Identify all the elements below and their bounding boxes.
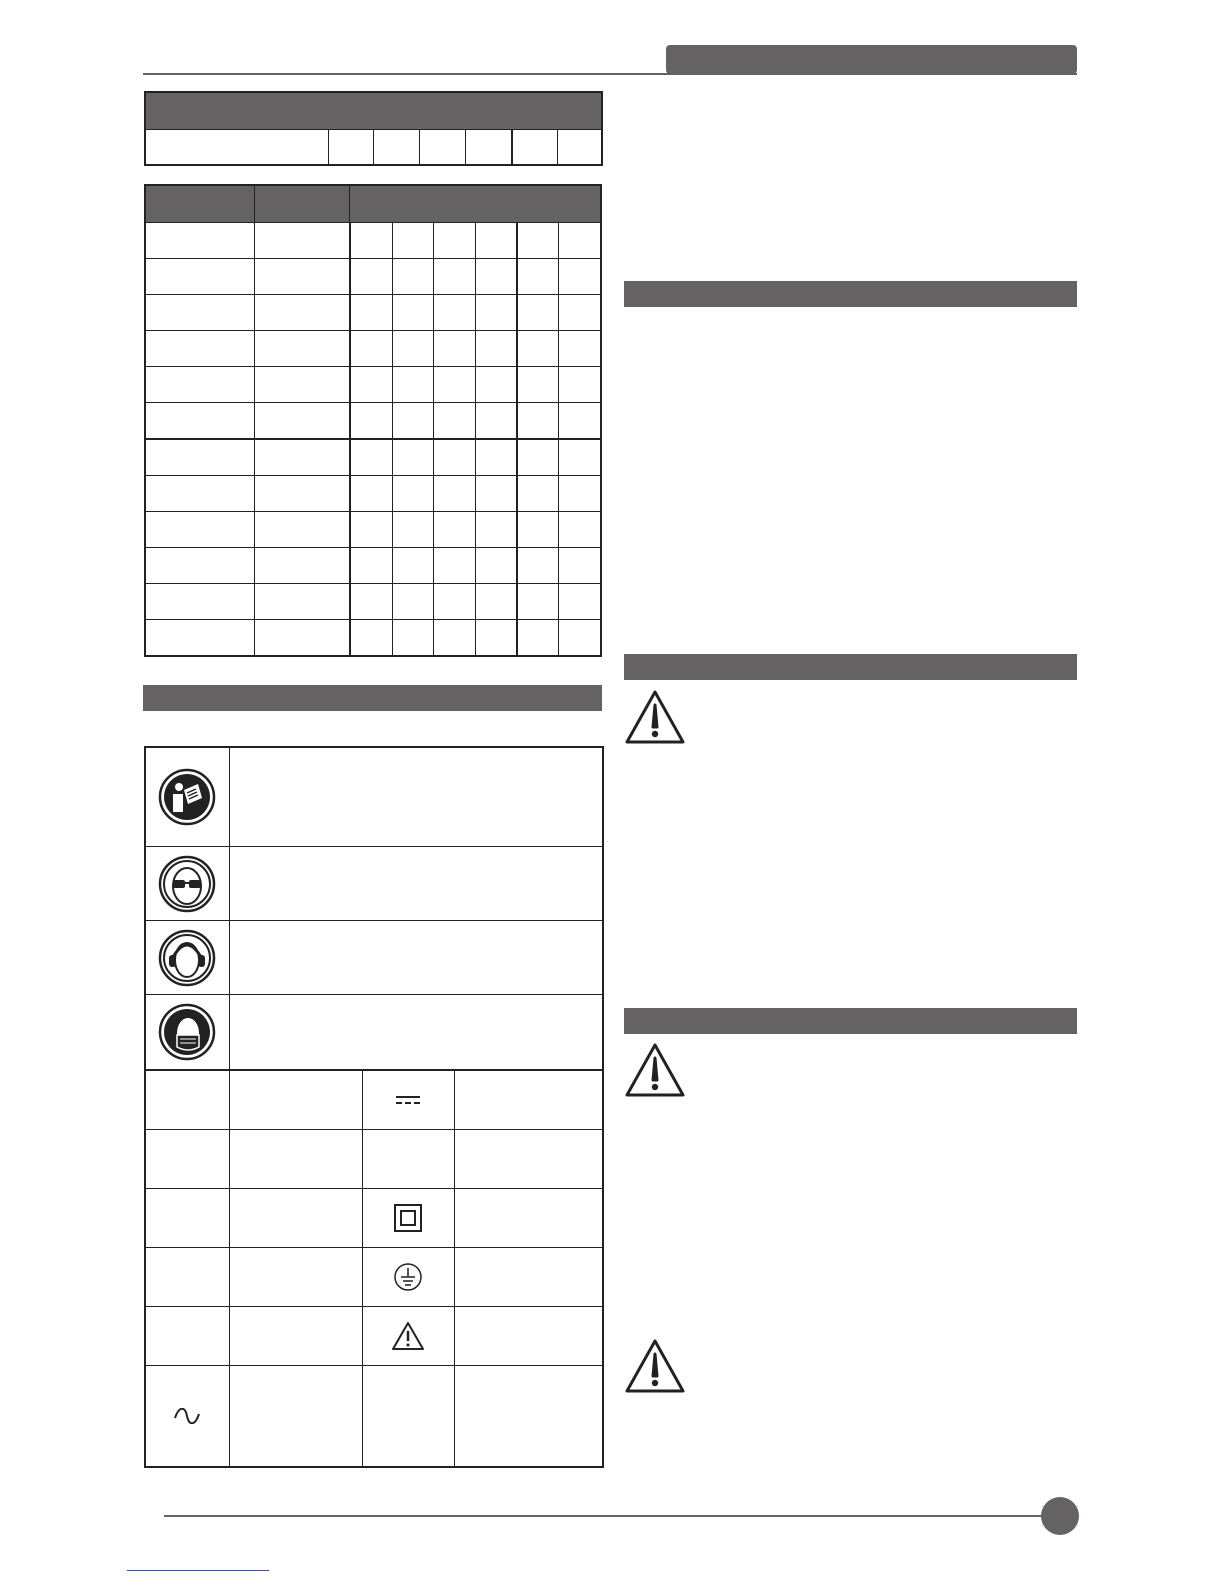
table-row [145, 1189, 603, 1248]
eye-protection-icon [145, 847, 229, 921]
spec-summary-table [144, 91, 603, 166]
warning-triangle-icon [624, 1042, 686, 1098]
footer-rule [164, 1515, 1044, 1517]
table-row [145, 1070, 603, 1130]
alternating-current-icon [145, 1366, 229, 1468]
footer-link-underline[interactable] [127, 1570, 269, 1571]
table-row [145, 1130, 603, 1189]
earth-ground-icon [362, 1248, 454, 1307]
table-row [145, 130, 602, 166]
double-insulation-icon [362, 1189, 454, 1248]
table-row [145, 747, 603, 847]
table-row [145, 512, 601, 548]
section-bar-3 [624, 1008, 1077, 1034]
table-row [145, 331, 601, 367]
table-row [145, 620, 601, 657]
matrix-header-3 [350, 185, 601, 223]
symbols-table [144, 746, 604, 1468]
table-row [145, 847, 603, 921]
table-row [145, 995, 603, 1071]
table-row [145, 403, 601, 440]
table-row [145, 367, 601, 403]
table-row [145, 1366, 603, 1468]
table-row [145, 584, 601, 620]
spec-summary-header [145, 92, 602, 130]
table-row [145, 1248, 603, 1307]
warning-triangle-icon [624, 689, 686, 745]
warning-triangle-icon [624, 1338, 686, 1394]
ear-protection-icon [145, 921, 229, 995]
table-row [145, 548, 601, 584]
direct-current-icon [362, 1070, 454, 1130]
table-row [145, 259, 601, 295]
table-row [145, 295, 601, 331]
table-row [145, 1307, 603, 1366]
spec-matrix-table [144, 184, 602, 657]
matrix-header-1 [145, 185, 254, 223]
header-rule [143, 73, 1077, 75]
table-row [145, 223, 601, 259]
symbols-section-bar [143, 685, 602, 711]
warning-triangle-icon [362, 1307, 454, 1366]
table-row [145, 439, 601, 476]
matrix-header-2 [254, 185, 349, 223]
read-manual-icon [145, 747, 229, 847]
table-row [145, 476, 601, 512]
table-row [145, 921, 603, 995]
dust-mask-icon [145, 995, 229, 1071]
page-number-badge [1041, 1497, 1079, 1535]
section-bar-1 [624, 281, 1077, 307]
header-section-tab [666, 45, 1077, 74]
section-bar-2 [624, 654, 1077, 680]
